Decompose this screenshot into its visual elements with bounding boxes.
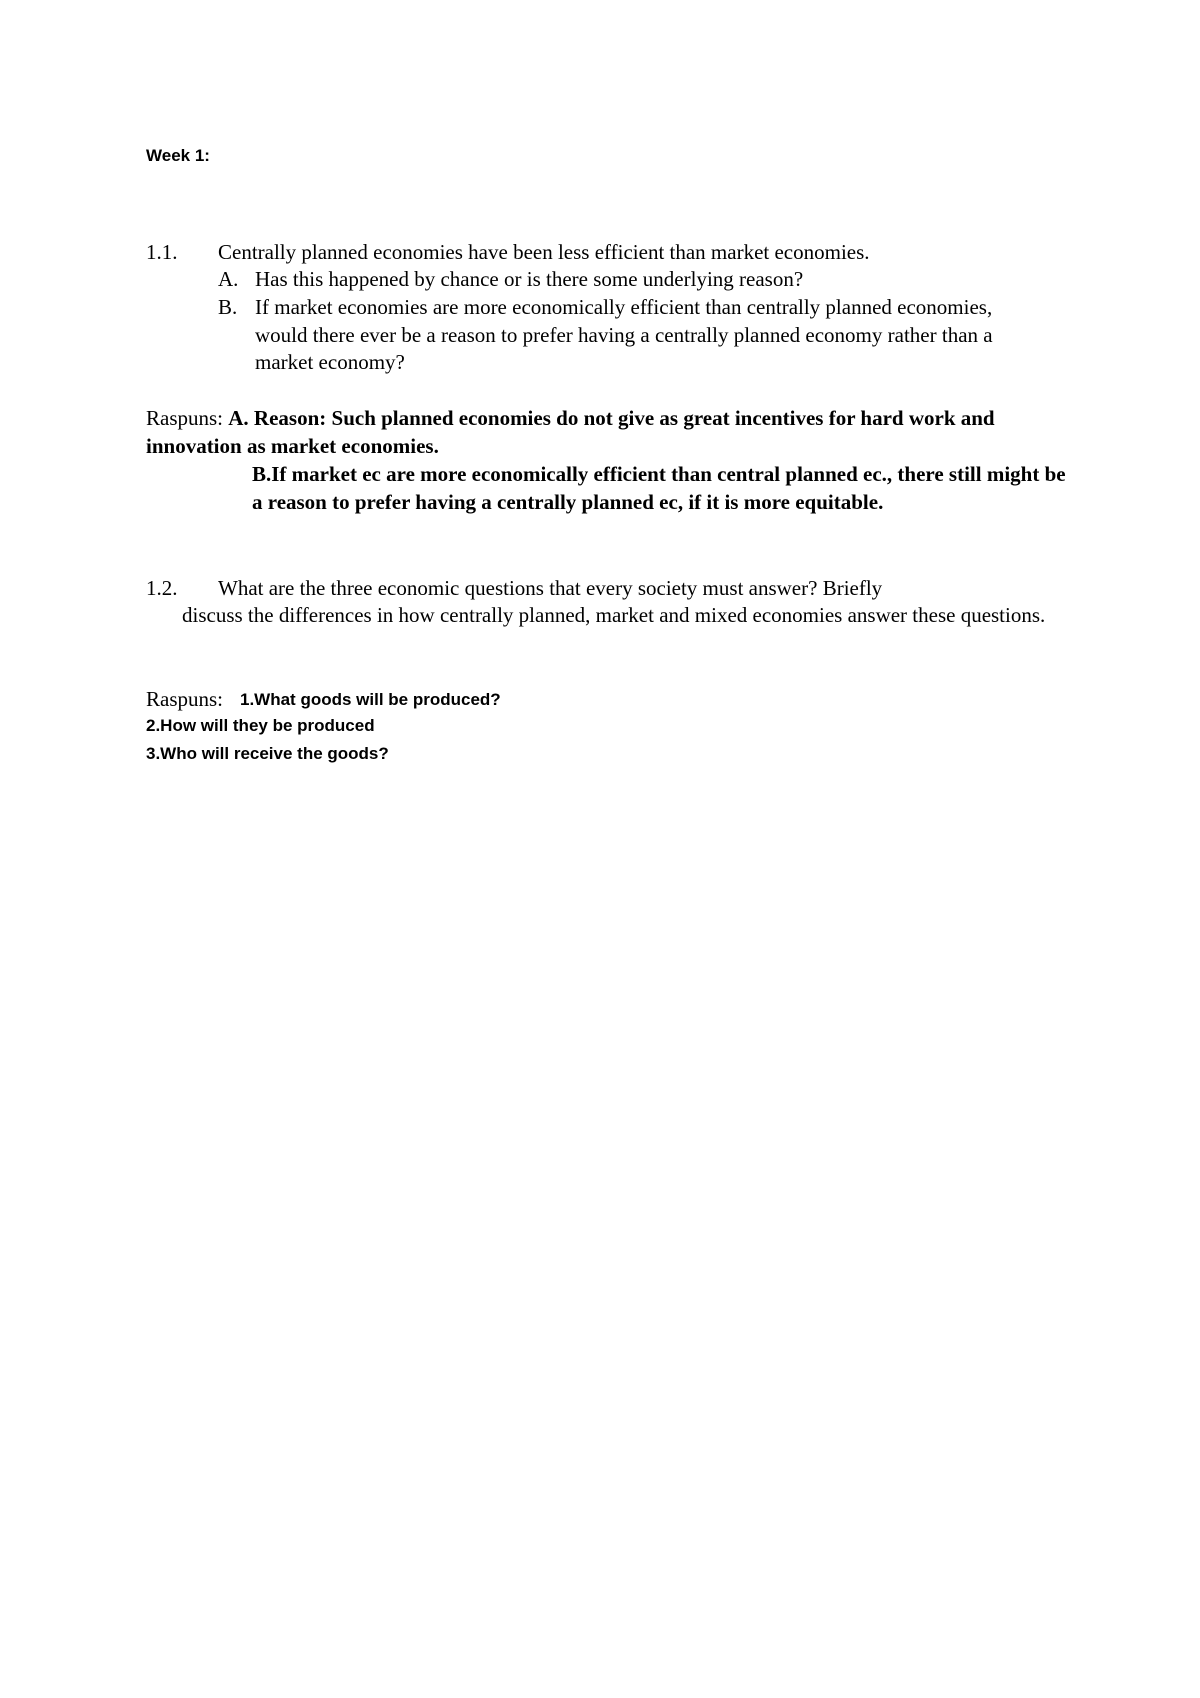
question-2-text-continued: discuss the differences in how centrally planned, market and mixed economies answer these questions. bbox=[182, 603, 1046, 627]
answer-2-item: 2.How will they be produced bbox=[146, 716, 375, 735]
question-1a-text: Has this happened by chance or is there some underlying reason? bbox=[255, 267, 804, 291]
question-1a-letter: A. bbox=[218, 267, 239, 291]
question-1b-text: If market economies are more economically efficient than centrally planned economies, would there ever be a reason to prefer having a centrally planned economy rather than a market economy? bbox=[255, 295, 993, 374]
answer-2-label: Raspuns: bbox=[146, 687, 224, 711]
answer-1 bbox=[146, 405, 1066, 460]
answer-1a-text: A. Reason: Such planned economies do not give as great incentives for hard work and innovation as market economies. bbox=[146, 406, 995, 458]
question-2-number: 1.2. bbox=[146, 576, 178, 600]
question-1b-letter: B. bbox=[218, 295, 238, 319]
answer-2-item: 1.What goods will be produced? bbox=[240, 690, 501, 709]
answer-1-label: Raspuns: bbox=[146, 406, 229, 430]
question-2-text-line1: What are the three economic questions that every society must answer? Briefly bbox=[218, 576, 883, 600]
answer-1b-text: B.If market ec are more economically efficient than central planned ec., there still might be a reason to prefer having a centrally planned ec, if it is more equitable. bbox=[252, 462, 1066, 514]
question-1-number: 1.1. bbox=[146, 240, 178, 264]
question-1-text: Centrally planned economies have been less efficient than market economies. bbox=[218, 240, 870, 264]
answer-2-item: 3.Who will receive the goods? bbox=[146, 744, 389, 763]
week-heading: Week 1: bbox=[146, 146, 210, 165]
